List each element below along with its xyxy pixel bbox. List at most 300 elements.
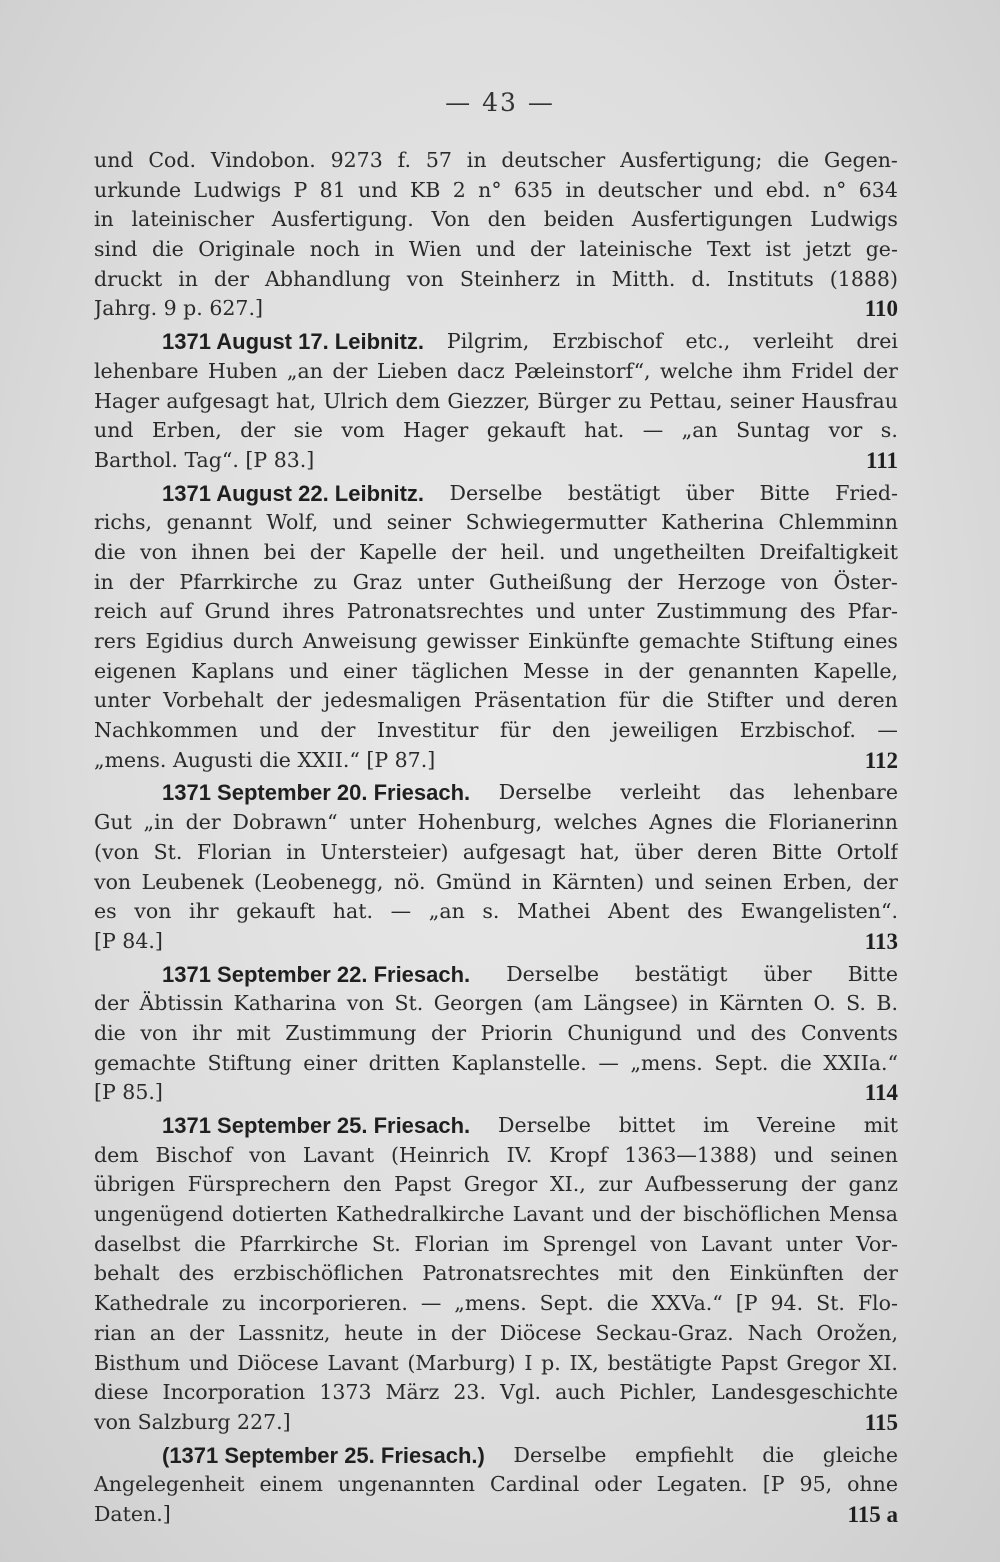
word: 57 [425, 148, 452, 172]
word: Text [706, 237, 751, 262]
word: des [178, 1261, 215, 1286]
word: Abent [608, 899, 670, 924]
text-line [94, 657, 898, 687]
word: von [134, 899, 172, 924]
word: Orožen, [816, 1320, 898, 1345]
word: dem [94, 1142, 139, 1167]
word: Ausfertigung. [271, 207, 414, 232]
word: Derselbe [498, 1113, 591, 1137]
word: deutscher [597, 177, 702, 202]
word: und [773, 1142, 814, 1167]
word: druckt [94, 266, 163, 291]
word: welche [659, 358, 734, 383]
text-line [94, 627, 898, 657]
word: in [417, 1320, 437, 1345]
word: Stiftung [749, 629, 835, 653]
word: Grund [204, 599, 271, 624]
word: ist [765, 237, 791, 262]
word: gleiche [822, 1442, 898, 1467]
word: Wolf, [266, 510, 319, 535]
word: erzbischöflichen [233, 1261, 404, 1286]
word: gekauft [486, 418, 566, 443]
word: Zustimmung [285, 1020, 417, 1045]
word: von [94, 869, 132, 894]
text-line [94, 868, 898, 898]
entry-number: 111 [866, 447, 898, 473]
word: Mitth. [611, 266, 676, 291]
word: Pichler, [619, 1380, 698, 1405]
word: dritten [368, 1050, 440, 1075]
text-line [94, 387, 898, 417]
word: des [687, 899, 723, 924]
entry-number: 114 [864, 1080, 898, 1106]
word: — [877, 718, 898, 743]
text-line [94, 1319, 898, 1349]
word: den [343, 1172, 382, 1197]
last-line-text: „mens. Augusti die XXII.“ [P 87.] [94, 747, 436, 772]
word: eines [843, 629, 898, 653]
word: Derselbe [506, 961, 600, 986]
word: dacz [457, 358, 505, 383]
word: rers [94, 629, 137, 653]
word: Dreifaltigkeit [759, 539, 898, 564]
word: Aufbesserung [644, 1172, 789, 1197]
word: 81 [319, 177, 346, 202]
word: nö. [393, 869, 426, 894]
word: verleiht [753, 329, 834, 354]
word: Vereine [756, 1113, 836, 1137]
word: der [189, 1320, 225, 1345]
word: — [598, 1050, 619, 1075]
entry-heading-line [162, 479, 898, 509]
word: seiner [386, 510, 452, 535]
text-line [94, 538, 898, 568]
word: und [591, 1202, 632, 1227]
word: Derselbe [449, 480, 543, 505]
word: „an [286, 358, 323, 383]
word: es [94, 899, 117, 924]
word: Gegen- [823, 148, 898, 172]
word: „an [681, 418, 718, 443]
word: und [654, 869, 695, 894]
word: genannten [688, 658, 799, 683]
word: genannt [166, 510, 252, 535]
entry-number: 115 a [847, 1501, 898, 1527]
word: und [259, 718, 299, 743]
word: Papst [394, 1172, 452, 1197]
word: 635 [513, 177, 554, 202]
word: Dobrawn“ [232, 810, 338, 835]
text-line [94, 146, 898, 176]
word: Papst [720, 1350, 778, 1375]
word: „mens. [630, 1050, 703, 1075]
word: P [293, 177, 308, 202]
entry-last-line [94, 746, 898, 776]
word: rian [94, 1320, 136, 1345]
word: seinen [830, 1142, 898, 1167]
word: XI. [868, 1350, 898, 1375]
word: über [763, 961, 812, 986]
word: von [781, 569, 819, 594]
text-line [94, 1049, 898, 1079]
word: heute [344, 1320, 404, 1345]
word: im [502, 1231, 529, 1256]
word: Patronatsrechtes [346, 599, 524, 624]
word: lateinischer [131, 207, 255, 232]
word: 95, [799, 1472, 833, 1497]
word: die [94, 539, 126, 564]
text-line [94, 205, 898, 235]
word: unter [587, 599, 645, 624]
word: 2 [452, 177, 466, 202]
word: und [94, 418, 134, 443]
word: Fridel [791, 358, 854, 383]
word: hat, [275, 388, 317, 413]
word: ungetheilten [613, 539, 746, 564]
word: Huben [207, 358, 278, 383]
word: „in [143, 810, 174, 835]
word: (1888) [829, 266, 898, 291]
word: Lieben [376, 358, 448, 383]
word: Patronatsrechtes [422, 1261, 600, 1286]
word: die [606, 1291, 639, 1316]
word: Lassnitz, [238, 1320, 331, 1345]
word: Ulrich [323, 388, 389, 413]
word: Pilgrim, [446, 329, 530, 354]
word: Längsee) [583, 991, 679, 1016]
word: hat, [579, 839, 620, 864]
word: und [475, 237, 516, 262]
word: Investitur [376, 718, 479, 743]
word: bestätigte [607, 1350, 712, 1375]
word: täglichen [411, 658, 509, 683]
word: Erzbischof. [739, 718, 856, 743]
word: Nachkommen [94, 718, 238, 743]
word: Pfarrkirche [239, 1231, 359, 1256]
word: die [779, 1050, 812, 1075]
word: Kathedrale [94, 1291, 209, 1316]
word: Bürger [537, 388, 611, 413]
word: behalt [94, 1261, 160, 1286]
word: in [178, 266, 199, 291]
word: richs, [94, 510, 153, 535]
word: ihnen [191, 539, 250, 564]
word: Anweisung [302, 629, 418, 653]
word: jedesmaligen [323, 688, 462, 713]
word: Äbtissin [139, 991, 224, 1016]
word: ganz [848, 1172, 898, 1197]
entry-last-line [94, 1500, 898, 1530]
entry-number: 115 [864, 1409, 898, 1435]
word: Florianerinn [768, 810, 898, 835]
word: die [194, 1231, 226, 1256]
word: über [634, 839, 683, 864]
word: Lavant [701, 1231, 773, 1256]
text-line [94, 1019, 898, 1049]
word: aufgesagt [462, 839, 566, 864]
word: und [358, 177, 398, 202]
word: Nach [747, 1320, 803, 1345]
word: in [286, 839, 306, 864]
word: in [565, 177, 586, 202]
word: IV. [506, 1142, 533, 1167]
word: ungenannten [337, 1472, 475, 1497]
word: zu [617, 388, 642, 413]
word: mit [618, 1261, 653, 1286]
text-line [94, 176, 898, 206]
word: Wien [408, 237, 462, 262]
word: der [332, 358, 368, 383]
word: in [688, 991, 709, 1016]
word: Kathedralkirche [335, 1202, 505, 1227]
word: der [800, 1172, 836, 1197]
word: Von [431, 207, 470, 232]
word: einem [259, 1472, 323, 1497]
entry-last-line [94, 927, 898, 957]
word: s. [880, 418, 898, 443]
last-line-text: Jahrg. 9 p. 627.] [94, 296, 263, 321]
word: gekauft [236, 899, 316, 924]
word: der [862, 1261, 898, 1286]
text-line [94, 1259, 898, 1289]
word: diese [94, 1380, 149, 1405]
word: 1363—1388) [624, 1142, 758, 1167]
word: Abhandlung [265, 266, 391, 291]
word: auf [159, 599, 193, 624]
text-line [94, 1349, 898, 1379]
word: I [524, 1350, 533, 1375]
word: (Marburg) [407, 1350, 516, 1375]
entry-heading: (1371 September 25. Friesach.) [162, 1442, 485, 1468]
word: Lavant [327, 1350, 399, 1375]
word: ge- [865, 237, 898, 262]
word: Öster- [833, 569, 898, 594]
word: Legaten. [656, 1472, 748, 1497]
word: n° [822, 177, 847, 202]
word: Kärnten [718, 991, 804, 1016]
word: Untersteier) [320, 839, 449, 864]
text-line [94, 1170, 898, 1200]
word: Derselbe [498, 780, 592, 805]
word: Bischof [155, 1142, 233, 1167]
word: gewisser [426, 629, 519, 653]
word: der [213, 266, 250, 291]
word: der [639, 1202, 675, 1227]
word: unter [785, 1231, 843, 1256]
word: der [94, 991, 130, 1016]
word: Schwiegermutter [465, 510, 647, 535]
word: und [696, 1020, 736, 1045]
word: St. [816, 1291, 845, 1316]
word: Herzoge [677, 569, 766, 594]
word: — [390, 899, 412, 924]
text-line [94, 508, 898, 538]
word: [P [735, 1291, 758, 1316]
word: Seckau-Graz. [595, 1320, 734, 1345]
word: XI., [550, 1172, 586, 1197]
entry-number: 110 [864, 296, 898, 322]
entry-heading-line [162, 327, 898, 357]
text-line [94, 686, 898, 716]
word: Fried- [835, 480, 898, 505]
last-line-text: Barthol. Tag“. [P 83.] [94, 447, 315, 472]
word: heil. [500, 539, 546, 564]
text-line [94, 357, 898, 387]
word: einer [303, 1050, 358, 1075]
word: Cardinal [489, 1472, 580, 1497]
word: (am [533, 991, 573, 1016]
text-line [94, 1470, 898, 1500]
word: von [140, 1020, 178, 1045]
word: Leubenek [141, 869, 244, 894]
word: „an [428, 899, 465, 924]
word: sind [94, 237, 138, 262]
word: hat. [584, 418, 625, 443]
word: der [430, 1020, 467, 1045]
word: Agnes [649, 810, 713, 835]
word: (Heinrich [390, 1142, 490, 1167]
text-line [94, 716, 898, 746]
word: 634 [858, 177, 898, 202]
word: Gregor [463, 1172, 538, 1197]
word: und [332, 510, 373, 535]
entry-heading-line [162, 960, 898, 990]
word: Ausfertigungen [631, 207, 793, 232]
word: Bitte [759, 480, 810, 505]
word: Kapelle [358, 539, 438, 564]
word: von [139, 539, 178, 564]
word: noch [309, 237, 361, 262]
word: seiner [729, 388, 795, 413]
word: p. [541, 1350, 561, 1375]
word: Lavant [303, 1142, 375, 1167]
entry-last-line [94, 1408, 898, 1438]
word: eigenen [94, 658, 177, 683]
word: in [94, 207, 114, 232]
word: Flo- [857, 1291, 898, 1316]
text-line [94, 416, 898, 446]
word: und [536, 599, 576, 624]
word: Ludwigs [810, 207, 898, 232]
word: XXIIa.“ [823, 1050, 898, 1075]
word: aufgesagt [166, 388, 269, 413]
word: Erzbischof [552, 329, 663, 354]
word: Sept. [539, 1291, 594, 1316]
word: Hohenburg, [417, 810, 543, 835]
word: März [385, 1380, 440, 1405]
word: reich [94, 599, 148, 624]
word: und [288, 658, 329, 683]
word: Convents [800, 1020, 898, 1045]
word: bischöflichen [683, 1202, 821, 1227]
last-line-text: Daten.] [94, 1501, 171, 1526]
last-line-text: [P 84.] [94, 928, 163, 953]
word: Suntag [736, 418, 811, 443]
word: Florian [414, 1231, 490, 1256]
word: Hausfrau [801, 388, 898, 413]
word: Sept. [714, 1050, 769, 1075]
word: bestätigt [567, 480, 661, 505]
text-line [94, 597, 898, 627]
word: IX, [569, 1350, 599, 1375]
word: Messe [523, 658, 590, 683]
word: Katharina [233, 991, 337, 1016]
word: jeweiligen [611, 718, 719, 743]
word: Cod. [148, 148, 197, 172]
word: dotierten [231, 1202, 328, 1227]
word: jetzt [805, 237, 852, 262]
word: Egidius [145, 629, 224, 653]
word: „mens. [454, 1291, 527, 1316]
word: Gut [94, 810, 132, 835]
entry-heading-line [162, 778, 898, 808]
entry-number: 112 [864, 747, 898, 773]
word: lateinische [579, 237, 693, 262]
word: Fürsprechern [187, 1172, 331, 1197]
word: Landesgeschichte [711, 1380, 898, 1405]
word: Pfar- [847, 599, 898, 624]
word: Einkünften [729, 1261, 844, 1286]
word: durch [232, 629, 294, 653]
word: hat. [332, 899, 373, 924]
word: bittet [618, 1113, 676, 1137]
word: welches [553, 810, 638, 835]
word: lehenbare [94, 358, 199, 383]
entry-last-line [94, 1078, 898, 1108]
word: Diöcese [499, 1320, 582, 1345]
word: der [276, 688, 312, 713]
word: Pfarrkirche [179, 569, 299, 594]
word: Originale [198, 237, 296, 262]
word: Lavant [512, 1202, 584, 1227]
word: die [762, 1442, 795, 1467]
word: Ewangelisten“. [740, 899, 898, 924]
text-line [94, 808, 898, 838]
word: in [521, 869, 542, 894]
word: lehenbare [793, 780, 898, 805]
word: Stiftung [207, 1050, 292, 1075]
word: d. [691, 266, 712, 291]
word: 23. [453, 1380, 486, 1405]
word: B. [876, 991, 898, 1016]
word: von [346, 991, 385, 1016]
text-line [94, 1289, 898, 1319]
word: und [785, 688, 825, 713]
word: Mathei [517, 899, 591, 924]
word: Florian [196, 839, 272, 864]
word: deren [697, 839, 758, 864]
word: 1373 [319, 1380, 372, 1405]
word: Zustimmung [656, 599, 788, 624]
word: etc., [685, 329, 731, 354]
word: ihr [189, 899, 219, 924]
word: Priorin [480, 1020, 553, 1045]
word: des [750, 1020, 787, 1045]
text-line [94, 1141, 898, 1171]
word: unter [349, 810, 406, 835]
word: unter [94, 688, 151, 713]
entry-number: 113 [864, 928, 898, 954]
word: Kaplanstelle. [451, 1050, 587, 1075]
word: O. [813, 991, 836, 1016]
word: unter [417, 569, 474, 594]
word: die [94, 1020, 126, 1045]
word: in [94, 569, 114, 594]
last-line-text: [P 85.] [94, 1080, 163, 1105]
word: dem [395, 388, 441, 413]
word: Sprengel [542, 1231, 637, 1256]
word: Kaplans [191, 658, 275, 683]
